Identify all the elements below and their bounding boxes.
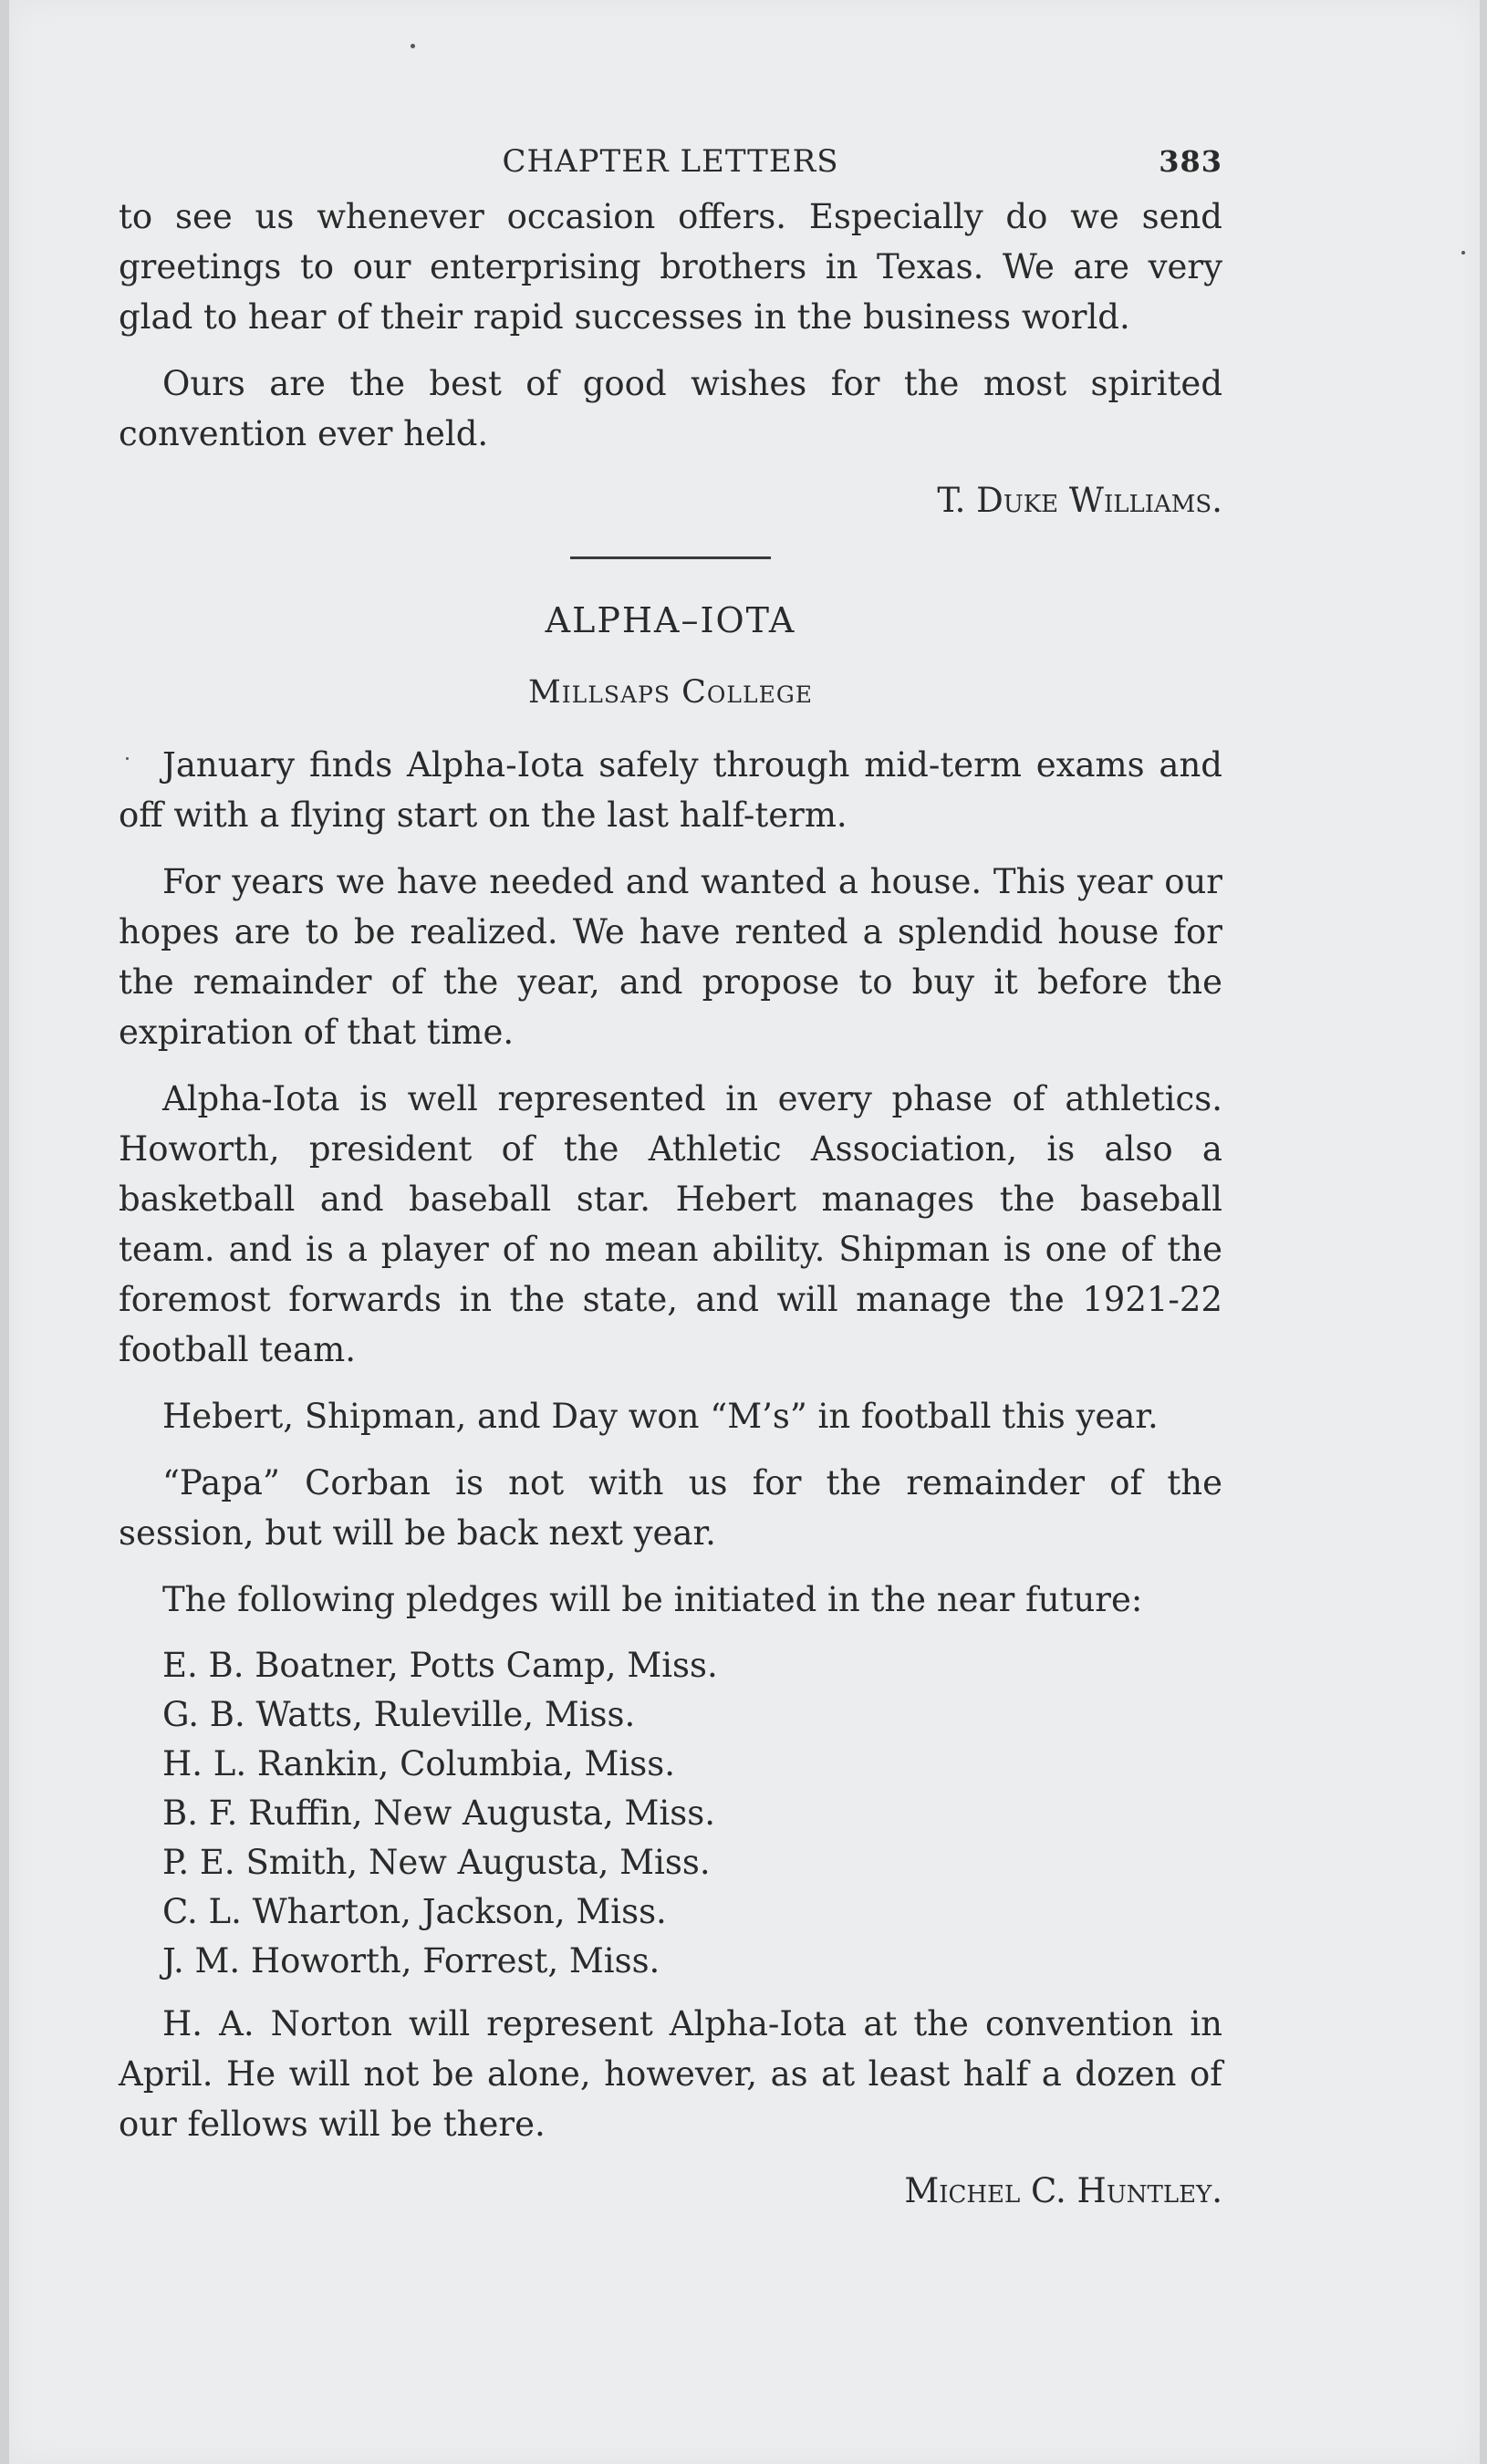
paragraph: Ours are the best of good wishes for the most spirited convention ever held. bbox=[119, 364, 1222, 453]
paragraph: to see us whenever occasion offers. Especially do we send greetings to our enterprising brothers in Texas. We are very glad to hear of their rapid successes in the business world. bbox=[119, 197, 1222, 337]
page-content bbox=[119, 137, 1222, 2232]
previous-letter bbox=[119, 192, 1222, 525]
page-speck bbox=[411, 44, 415, 48]
book-page bbox=[9, 0, 1480, 2464]
paragraph: January finds Alpha-Iota safely through mid-term exams and off with a flying start on the last half-term. bbox=[119, 745, 1222, 835]
chapter-letter-alpha-iota bbox=[119, 596, 1222, 2216]
pledge-list bbox=[119, 1641, 1222, 1986]
signature: T. Duke Williams. bbox=[937, 481, 1222, 520]
paragraph: Alpha-Iota is well represented in every phase of athletics. Howorth, president of the Athletic Association, is also a basketball and baseball star. Hebert manages the baseball team. and is a player of no mean ability. Shipman is one of the foremost forwards in the state, and will manage the 1921-22 football team. bbox=[119, 1079, 1222, 1369]
paragraph: “Papa” Corban is not with us for the remainder of the session, but will be back next year. bbox=[119, 1463, 1222, 1553]
paragraph: For years we have needed and wanted a house. This year our hopes are to be realized. We have rented a splendid house for the remainder of the year, and propose to buy it before the expiration of that time. bbox=[119, 862, 1222, 1052]
section-title: ALPHA–IOTA bbox=[545, 600, 796, 640]
pledge-item: J. M. Howorth, Forrest, Miss. bbox=[162, 1941, 660, 1981]
pledge-item: C. L. Wharton, Jackson, Miss. bbox=[162, 1892, 667, 1931]
paragraph: The following pledges will be initiated in the near future: bbox=[162, 1580, 1143, 1619]
pledge-item: G. B. Watts, Ruleville, Miss. bbox=[162, 1695, 636, 1734]
paragraph: H. A. Norton will represent Alpha-Iota at the convention in April. He will not be alone, however, as at least half a dozen of our fellows will be there. bbox=[119, 2004, 1222, 2144]
page-speck bbox=[1461, 251, 1465, 255]
pledge-item: H. L. Rankin, Columbia, Miss. bbox=[162, 1744, 675, 1783]
section-subtitle: Millsaps College bbox=[527, 674, 814, 711]
paragraph: Hebert, Shipman, and Day won “M’s” in football this year. bbox=[162, 1397, 1159, 1436]
running-head bbox=[119, 137, 1222, 192]
section-divider bbox=[570, 556, 771, 559]
signature: Michel C. Huntley. bbox=[904, 2171, 1222, 2210]
pledge-item: E. B. Boatner, Potts Camp, Miss. bbox=[162, 1646, 718, 1685]
pledge-item: B. F. Ruffin, New Augusta, Miss. bbox=[162, 1793, 715, 1833]
page-number: 383 bbox=[1159, 144, 1222, 179]
running-head-title: CHAPTER LETTERS bbox=[502, 143, 839, 180]
pledge-item: P. E. Smith, New Augusta, Miss. bbox=[162, 1843, 711, 1882]
